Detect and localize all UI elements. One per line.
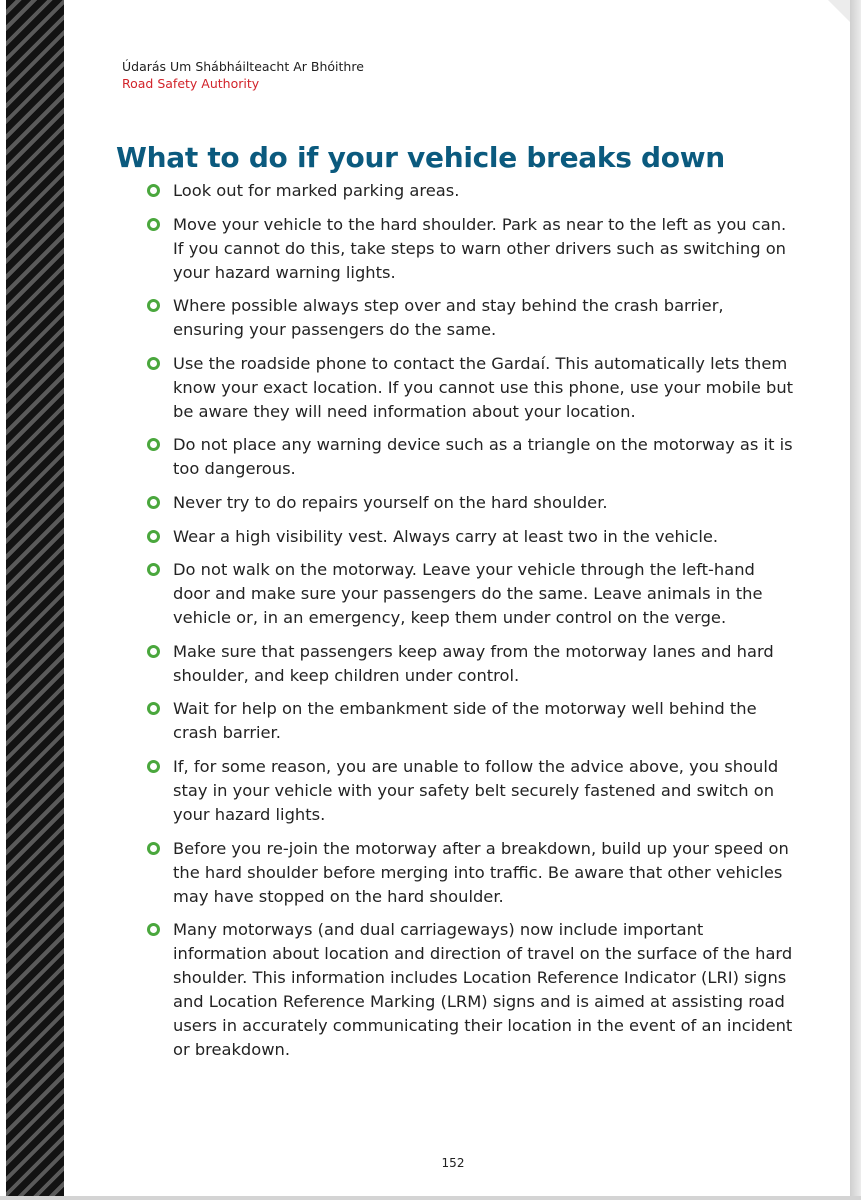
bullet-circle-icon xyxy=(147,842,160,855)
list-item xyxy=(146,918,796,1062)
bullet-circle-icon xyxy=(147,438,160,451)
header-irish-name: Údarás Um Shábháilteacht Ar Bhóithre xyxy=(122,59,364,74)
list-item xyxy=(146,213,796,285)
bullet-circle-icon xyxy=(147,530,160,543)
bullet-circle-icon xyxy=(147,496,160,509)
list-item xyxy=(146,433,796,481)
list-item xyxy=(146,837,796,909)
list-item xyxy=(146,525,796,549)
page-edge-shadow xyxy=(850,0,861,1200)
list-item-text: Use the roadside phone to contact the Gardaí. This automatically lets them know your exact location. If you cannot use this phone, use your mobile but be aware they will need information about your location. xyxy=(173,353,794,421)
list-item-text: Do not place any warning device such as a triangle on the motorway as it is too dangerous. xyxy=(173,435,793,479)
list-item xyxy=(146,697,796,745)
bullet-circle-icon xyxy=(147,702,160,715)
bullet-circle-icon xyxy=(147,357,160,370)
list-item-text: Wear a high visibility vest. Always carry at least two in the vehicle. xyxy=(173,526,719,546)
list-item xyxy=(146,294,796,342)
list-item-text: Where possible always step over and stay behind the crash barrier, ensuring your passengers do the same. xyxy=(173,296,724,340)
list-item-text: Look out for marked parking areas. xyxy=(173,181,460,200)
list-item-text: Make sure that passengers keep away from the motorway lanes and hard shoulder, and keep children under control. xyxy=(173,641,774,685)
bullet-circle-icon xyxy=(147,923,160,936)
bullet-circle-icon xyxy=(147,299,160,312)
list-item-text: Wait for help on the embankment side of the motorway well behind the crash barrier. xyxy=(173,699,757,743)
page-bottom-edge xyxy=(0,1196,861,1200)
list-item xyxy=(146,179,796,203)
bullet-circle-icon xyxy=(147,184,160,197)
advice-list xyxy=(146,179,796,1072)
list-item-text: Before you re-join the motorway after a breakdown, build up your speed on the hard shoulder before merging into traffic. Be aware that other vehicles may have stopped on the hard shoulder. xyxy=(173,838,789,906)
list-item xyxy=(146,640,796,688)
list-item-text: Never try to do repairs yourself on the hard shoulder. xyxy=(173,492,608,512)
list-item xyxy=(146,352,796,424)
bullet-circle-icon xyxy=(147,218,160,231)
page-number: 152 xyxy=(441,1156,465,1170)
header-english-name: Road Safety Authority xyxy=(122,76,260,91)
list-item xyxy=(146,558,796,630)
list-item-text: Move your vehicle to the hard shoulder. Park as near to the left as you can. If you cannot do this, take steps to warn other drivers such as switching on your hazard warning lights. xyxy=(173,214,787,282)
bullet-circle-icon xyxy=(147,563,160,576)
list-item xyxy=(146,755,796,827)
page-header xyxy=(122,58,364,92)
list-item xyxy=(146,491,796,515)
decorative-stripe xyxy=(6,0,64,1196)
bullet-circle-icon xyxy=(147,760,160,773)
list-item-text: Do not walk on the motorway. Leave your vehicle through the left-hand door and make sure your passengers do the same. Leave animals in the vehicle or, in an emergency, keep them under control on the verge. xyxy=(173,560,763,628)
page-title: What to do if your vehicle breaks down xyxy=(116,141,725,174)
list-item-text: Many motorways (and dual carriageways) now include important information about location and direction of travel on the surface of the hard shoulder. This information includes Location Reference Indicator (LRI) signs and Location Reference Marking (LRM) signs and is aimed at assisting road users in accurately communicating their location in the event of an incident or breakdown. xyxy=(173,920,793,1060)
list-item-text: If, for some reason, you are unable to follow the advice above, you should stay in your vehicle with your safety belt securely fastened and switch on your hazard lights. xyxy=(173,756,779,824)
page-corner-fold xyxy=(828,0,850,22)
bullet-circle-icon xyxy=(147,645,160,658)
